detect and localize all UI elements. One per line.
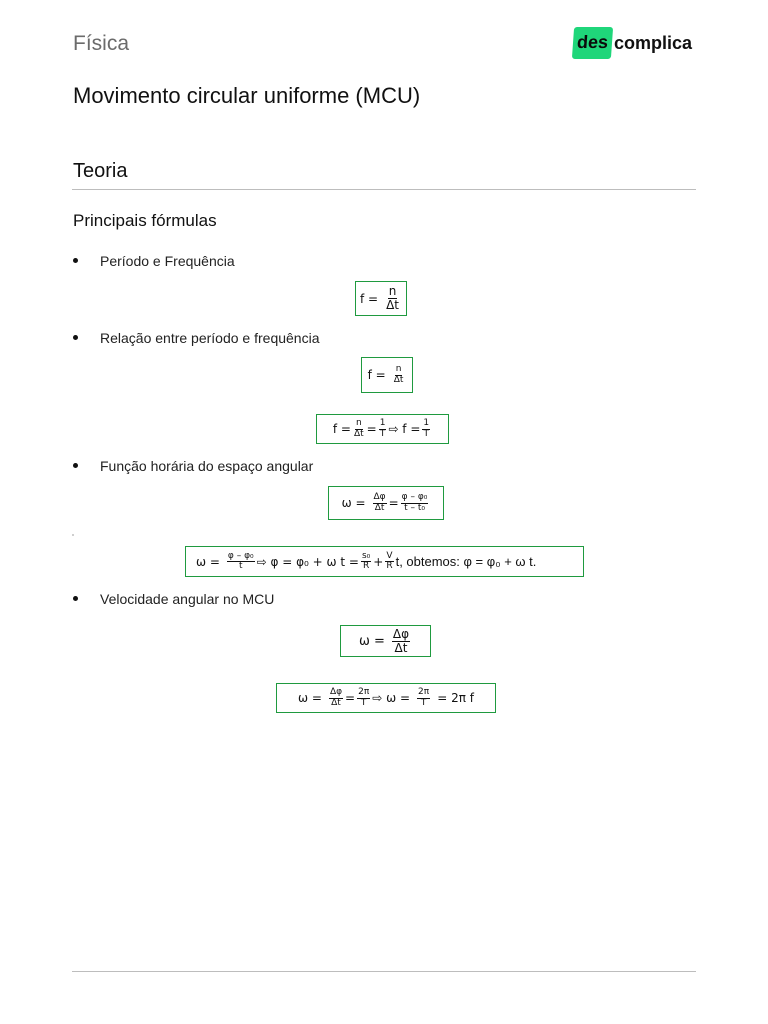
formula-fraction: $\frac{n}{\Delta t}$ [393,364,404,385]
formula-frequency-2 [361,357,413,393]
bullet-text: Função horária do espaço angular [100,458,314,474]
bullet-relacao-periodo-frequencia [73,330,319,346]
bullet-text: Período e Frequência [100,253,235,269]
formula-lhs: f = [359,291,379,306]
formula-frequency-period: f = $\frac{n}{\Delta t}$ = $\frac{1}{T}$ ⇨ f = $\frac{1}{T}$ [316,414,449,444]
bullet-dot [73,596,78,601]
descomplica-logo [573,26,692,60]
bullet-dot [73,463,78,468]
bullet-dot [73,335,78,340]
logo-des: des [572,27,613,59]
logo-complica: complica [614,33,693,53]
formula-angular-position: ω = $\frac{\text{φ – φ₀}}{t}$ ⇨ φ = φ₀ + ω t = $\frac{\text{s₀}}{R}$ + $\frac{V}{R}$ t, obtemos: φ = φ₀ + ω t. [185,546,584,577]
bullet-funcao-horaria [73,458,313,474]
formula-lhs: f = [367,368,386,382]
formula-frequency-1 [355,281,407,316]
section-heading: Teoria [73,160,128,182]
stray-mark [72,534,74,536]
subject-title: Física [73,32,130,55]
bullet-text: Relação entre período e frequência [100,330,320,346]
bullet-dot [73,258,78,263]
section-divider [72,189,696,190]
bullet-periodo-frequencia [73,253,235,269]
footer-divider [72,971,696,972]
formula-fraction: $\frac{n}{\Delta t}$ [386,284,399,312]
page-title: Movimento circular uniforme (MCU) [73,83,421,108]
formula-angular-velocity: ω = $\frac{\Delta\varphi}{\Delta t}$ [340,625,431,657]
subsection-heading: Principais fórmulas [73,211,217,230]
bullet-velocidade-angular [73,591,274,607]
bullet-text: Velocidade angular no MCU [100,591,275,607]
formula-angular-velocity-def: ω = $\frac{\Delta\varphi}{\Delta t}$ = $\frac{\text{φ – φ₀}}{\text{t – t₀}}$ [328,486,444,520]
formula-angular-velocity-period: ω = $\frac{\Delta\varphi}{\Delta t}$ = $\frac{2\pi}{T}$ ⇨ ω = $\frac{2\pi}{T}$ = 2π f [276,683,496,713]
